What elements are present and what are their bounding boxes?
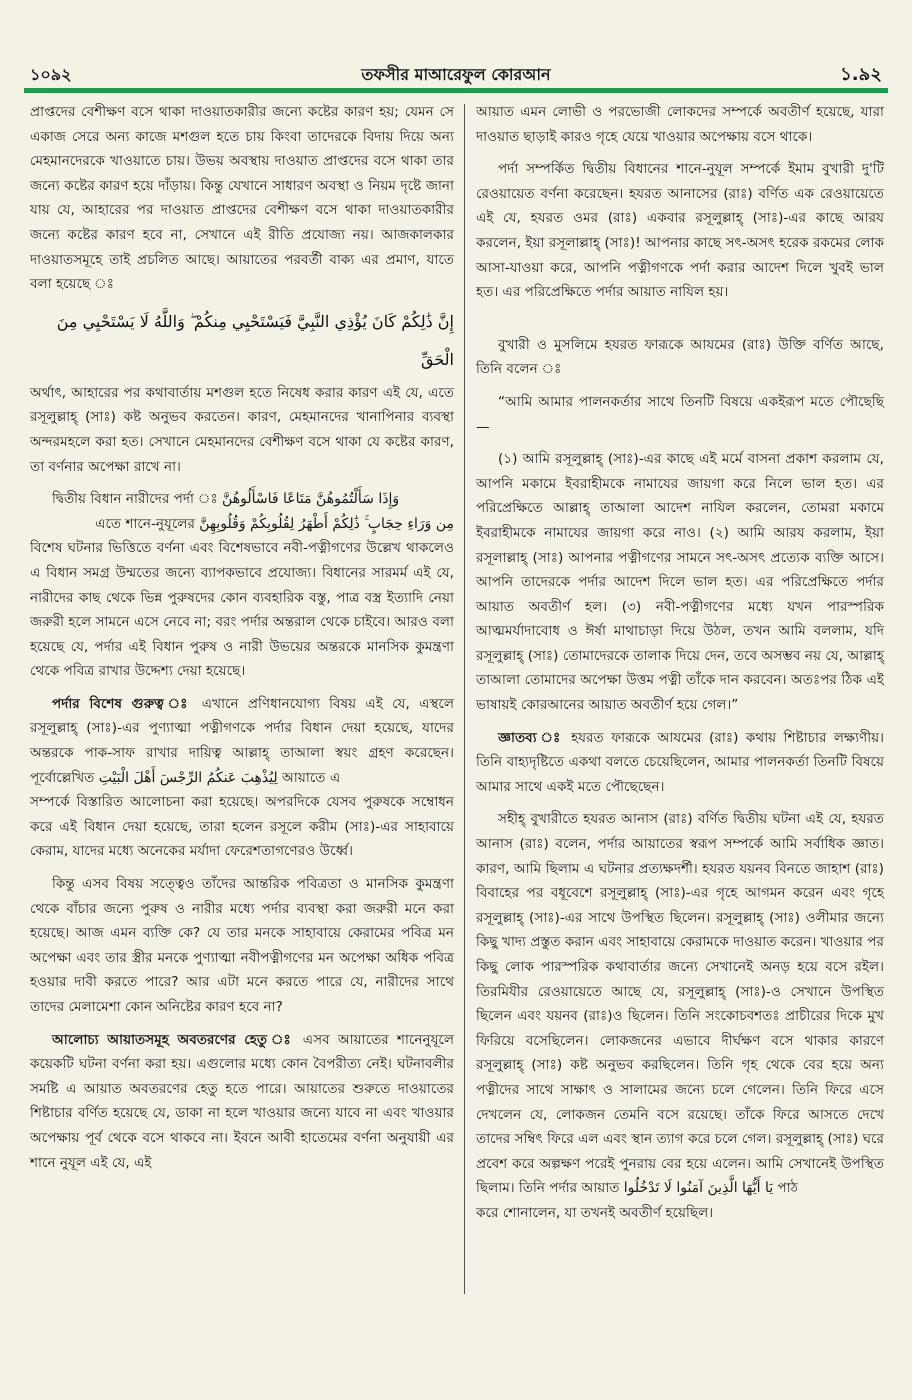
right-column [476,100,884,1234]
paragraph: সম্পর্কে বিস্তারিত আলোচনা করা হয়েছে। অপরদিকে যেসব পুরুষকে সম্বোধন করে এই বিধান দেয়া হয়েছে, তারা হলেন রসূলে করীম (সাঃ)-এর সাহাবায়ে কেরাম, যাদের মধ্যে অনেকের মর্যাদা ফেরেশতাগণেরও উর্ধ্বে। [30,794,454,860]
arabic-verse: إِنَّ ذَٰلِكُمْ كَانَ يُؤْذِي النَّبِيَّ فَيَسْتَحْيِي مِنكُمْ ۖ وَاللَّهُ لَا يَسْتَحْيِي مِنَ [56,311,454,331]
paragraph: অর্থাৎ, আহারের পর কথাবার্তায় মশগুল হতে নিষেধ করার কারণ এই যে, এতে রসূলুল্লাহ্ (সাঃ) কষ্ট অনুভব করতেন। কারণ, মেহমানদের খানাপিনার ব্যবস্থা অন্দরমহলে করা হত। সেখানে মেহমানদের বেশীক্ষণ বসে থাকা যে কষ্টের কারণ, তা বর্ণনার অপেক্ষা রাখে না। [30,384,454,475]
page-number-right: ১.৯২ [840,64,882,85]
arabic-inline: يَا أَيُّهَا الَّذِينَ آمَنُوا لَا تَدْخُلُوا [623,1180,774,1197]
column-divider [464,104,465,1294]
inline-text: এতে শানে-নুযূলের [95,515,195,532]
section-heading: পর্দার বিশেষ গুরুত্ব ঃ [52,695,193,712]
paragraph: প্রাপ্তদের বেশীক্ষণ বসে থাকা দাওয়াতকারীর জন্যে কষ্টের কারণ হয়; যেমন সে একাজ সেরে অন্য কাজে মশগুল হতে চায় কিংবা তাদেরকে বিদায় দিয়ে অন্য মেহমানদেরকে খাওয়াতে চায়। উভয় অবস্থায় দাওয়াত প্রাপ্তদের বসে থাকা তার জন্যে কষ্টের কারণ হয়ে দাঁড়ায়। কিন্তু যেখানে সাধারণ অবস্থা ও নিয়ম দৃষ্টে জানা যায় যে, আহারের পর দাওয়াত প্রাপ্তদের বেশীক্ষণ বসে থাকা দাওয়াতকারীর জন্যে কষ্টের কারণ হবে না, সেখানে এই রীতি প্রযোজ্য নয়। আজকালকার দাওয়াতসমূহে তাই প্রচলিত আছে। আয়াতের পরবর্তী বাক্য এর প্রমাণ, যাতে বলা হয়েছে ঃ [30,104,454,293]
left-column [30,100,454,1183]
paragraph: “আমি আমার পালনকর্তার সাথে তিনটি বিষয়ে একইরূপ মতে পৌছেছি— [476,393,884,435]
header-rule [24,88,888,93]
inline-text: সহীহ্ বুখারীতে হযরত আনাস (রাঃ) বর্ণিত দ্বিতীয় ঘটনা এই যে, হযরত আনাস (রাঃ) বলেন, পর্দার আয়াতের স্বরূপ সম্পর্কে আমি সর্বাধিক জ্ঞাত। কারণ, আমি ছিলাম এ ঘটনার প্রত্যক্ষদর্শী। হযরত যয়নব বিনতে জাহাশ (রাঃ) বিবাহের পর বধূবেশে রসূলুল্লাহ্ (সাঃ)-এর গৃহে আগমন করেন এবং গৃহে রসূলুল্লাহ্ (সাঃ)-এর সাথে উপস্থিত ছিলেন। রসূলুল্লাহ্ (সাঃ) ওলীমার জন্যে কিছু খাদ্য প্রস্তুত করান এবং সাহাবায়ে কেরামকে দাওয়াত করেন। খাওয়ার পর কিছু লোক পারস্পরিক কথাবার্তার জন্যে সেখানেই অনড় হয়ে বসে রইল। তিরমিযীর রেওয়ায়েতে আছে যে, রসূলুল্লাহ্ (সাঃ)-ও সেখানে উপস্থিত ছিলেন এবং যয়নব (রাঃ)ও ছিলেন। তিনি সংকোচবশতঃ প্রাচীরের দিকে মুখ ফিরিয়ে বসেছিলেন। লোকজনের এভাবে দীর্ঘক্ষণ বসে থাকার কারণে রসূলুল্লাহ্ (সাঃ) কষ্ট অনুভব করছিলেন। তিনি গৃহ থেকে বের হয়ে অন্য পত্নীদের সাথে সাক্ষাৎ ও সালামের জন্যে চলে গেলেন। তিনি ফিরে এসে দেখলেন যে, লোকজন তেমনি বসে রয়েছে। তাঁকে ফিরে আসতে দেখে তাদের সম্বিৎ ফিরে এল এবং স্থান ত্যাগ করে চলে গেল। রসূলুল্লাহ্ (সাঃ) ঘরে প্রবেশ করে অল্পক্ষণ পরেই পুনরায় বের হয়ে এলেন। আমি সেখানেই উপস্থিত ছিলাম। তিনি পর্দার আয়াত [476,811,884,1197]
inline-text: এসব আয়াতের শানেনুযূলে কয়েকটি ঘটনা বর্ণনা করা হয়। এগুলোর মধ্যে কোন বৈপরীত্য নেই। ঘটনাবলীর সমষ্টি এ আয়াত অবতরণের হেতু হতে পারে। আয়াতের শুরুতে দাওয়াতের শিষ্টাচার বর্ণিত হয়েছে যে, ডাকা না হলে খাওয়ার জন্যে যাবে না এবং খাওয়ার অপেক্ষায় পূর্ব থেকে বসে থাকবে না। ইবনে আবী হাতেমের বর্ণনা অনুযায়ী এর শানে নুযূল এই যে, এই [30,1031,455,1171]
paragraph [30,487,454,512]
paragraph [30,1028,454,1176]
paragraph: কিন্তু এসব বিষয় সত্ত্বেও তাঁদের আন্তরিক পবিত্রতা ও মানসিক কুমন্ত্রণা থেকে বাঁচার জন্যে পুরুষ ও নারীর মধ্যে পর্দার ব্যবস্থা করা জরুরী মনে করা হয়েছে। আজ এমন ব্যক্তি কে? যে তার মনকে সাহাবায়ে কেরামের পবিত্র মন অপেক্ষা এবং তার স্ত্রীর মনকে পুণ্যাত্মা নবীপত্নীগণের মন অপেক্ষা অধিক পবিত্র হওয়ার দাবী করতে পারে? আর এটা মনে করতে পারে যে, নারীদের সাথে তাদের মেলামেশা কোন অনিষ্টের কারণ হবে না? [30,876,454,1015]
inline-text: এখানে প্রণিধানযোগ্য বিষয় এই যে, এস্থলে রসূলুল্লাহ্ (সাঃ)-এর পুণ্যাত্মা পত্নীগণকে পর্দার বিধান দেয়া হয়েছে, যাদের অন্তরকে পাক-সাফ রাখার দায়িত্ব আল্লাহ্ তাআলা স্বয়ং গ্রহণ করেছেন। পূর্বোল্লেখিত [30,695,454,786]
paragraph: (১) আমি রসূলুল্লাহ্ (সাঃ)-এর কাছে এই মর্মে বাসনা প্রকাশ করলাম যে, আপনি মকামে ইবরাহীমকে নামাযের জায়গা করে নিলে ভাল হত। এর পরিপ্রেক্ষিতে আল্লাহ্ তাআলা আদেশ নাযিল করলেন, তোমরা মকামে ইবরাহীমকে নামাযের জায়গা করে নাও। (২) আমি আরয করলাম, ইয়া রসূলাল্লাহ্ (সাঃ) আপনার পত্নীগণের সামনে সৎ-অসৎ প্রত্যেক ব্যক্তি আসে। আপনি তাদেরকে পর্দার আদেশ দিলে ভাল হত। এর পরিপ্রেক্ষিতে পর্দার আয়াত অবতীর্ণ হল। (৩) নবী-পত্নীগণের মধ্যে যখন পারস্পরিক আত্মমর্যাদাবোধ ও ঈর্ষা মাথাচাড়া দিয়ে উঠল, তখন আমি বললাম, যদি রসূলুল্লাহ্ (সাঃ) তোমাদেরকে তালাক দিয়ে দেন, তবে অসম্ভব নয় যে, আল্লাহ্ তাআলা তোমাদের অপেক্ষা উত্তম পত্নী তাঁকে দান করবেন। অতঃপর ঠিক এই ভাষায়ই কোরআনের আয়াত অবতীর্ণ হয়ে গেল।” [476,451,884,714]
inline-text: পাঠ [777,1180,798,1197]
page-header [30,58,882,88]
spacer [476,313,884,333]
page-title: তফসীর মাআরেফুল কোরআন [361,65,551,84]
arabic-inline: لِيُذْهِبَ عَنكُمُ الرِّجْسَ أَهْلَ الْبَيْتِ [98,769,278,786]
arabic-inline: وَإِذَا سَأَلْتُمُوهُنَّ مَتَاعًا فَاسْأَلُوهُنَّ [222,491,400,508]
paragraph [30,692,454,790]
paragraph: বিশেষ ঘটনার ভিত্তিতে বর্ণনা এবং বিশেষভাবে নবী-পত্নীগণের উল্লেখ থাকলেও এ বিধান সমগ্র উম্মতের জন্যে ব্যাপকভাবে প্রযোজ্য। বিধানের সারমর্ম এই যে, নারীদের কাছ থেকে ভিন্ন পুরুষদের কোন ব্যবহারিক বস্তু, পাত্র বস্ত্র ইত্যাদি নেয়া জরুরী হলে সামনে এসে নেবে না; বরং পর্দার অন্তরাল থেকে চাইবে। আরও বলা হয়েছে যে, পর্দার এই বিধান পুরুষ ও নারী উভয়ের অন্তরকে মানসিক কুমন্ত্রণা থেকে পবিত্র রাখার উদ্দেশ্য দেয়া হয়েছে। [30,540,454,680]
paragraph [30,512,454,537]
page-number-left: ১০৯২ [30,65,72,84]
arabic-verse: الْحَقِّ [421,349,454,369]
paragraph [476,726,884,800]
section-heading: আলোচ্য আয়াতসমূহ অবতরণের হেতু ঃ [52,1031,295,1048]
section-heading: জ্ঞাতব্য ঃ [498,729,564,746]
arabic-inline: مِن وَرَاءِ حِجَابٍ ۚ ذَٰلِكُمْ أَطْهَرُ لِقُلُوبِكُمْ وَقُلُوبِهِنَّ [199,515,454,532]
inline-text: হযরত ফারূকে আযমের (রাঃ) কথায় শিষ্টাচার লক্ষ্যণীয়। তিনি বাহ্যদৃষ্টিতে একথা বলতে চেয়েছিলেন, আমার পালনকর্তা তিনটি বিষয়ে আমার সাথে একই মতে পৌছেছেন। [476,729,884,795]
paragraph [476,807,884,1201]
paragraph: বুখারী ও মুসলিমে হযরত ফারূকে আযমের (রাঃ) উক্তি বর্ণিত আছে, তিনি বলেন ঃ [476,336,884,378]
paragraph: পর্দা সম্পর্কিত দ্বিতীয় বিধানের শানে-নুযূল সম্পর্কে ইমাম বুখারী দু'টি রেওয়ায়েত বর্ণনা করেছেন। হযরত আনাসের (রাঃ) বর্ণিত এক রেওয়ায়েতে এই যে, হযরত ওমর (রাঃ) একবার রসূলুল্লাহ্ (সাঃ)-এর কাছে আরয করলেন, ইয়া রসূলাল্লাহ্ (সাঃ)! আপনার কাছে সৎ-অসৎ হরেক রকমের লোক আসা-যাওয়া করে, আপনি পত্নীগণকে পর্দা করার আদেশ দিলে খুবই ভাল হত। এর পরিপ্রেক্ষিতে পর্দার আয়াত নাযিল হয়। [476,161,884,301]
inline-lead: দ্বিতীয় বিধান নারীদের পর্দা ঃ [52,491,218,508]
paragraph: আয়াত এমন লোভী ও পরভোজী লোকদের সম্পর্কে অবতীর্ণ হয়েছে, যারা দাওয়াত ছাড়াই কারও গৃহে যেয়ে খাওয়ার অপেক্ষায় বসে থাকে। [476,104,884,145]
inline-text: আয়াতে এ [282,769,341,786]
paragraph: করে শোনালেন, যা তখনই অবতীর্ণ হয়েছিল। [476,1204,714,1221]
